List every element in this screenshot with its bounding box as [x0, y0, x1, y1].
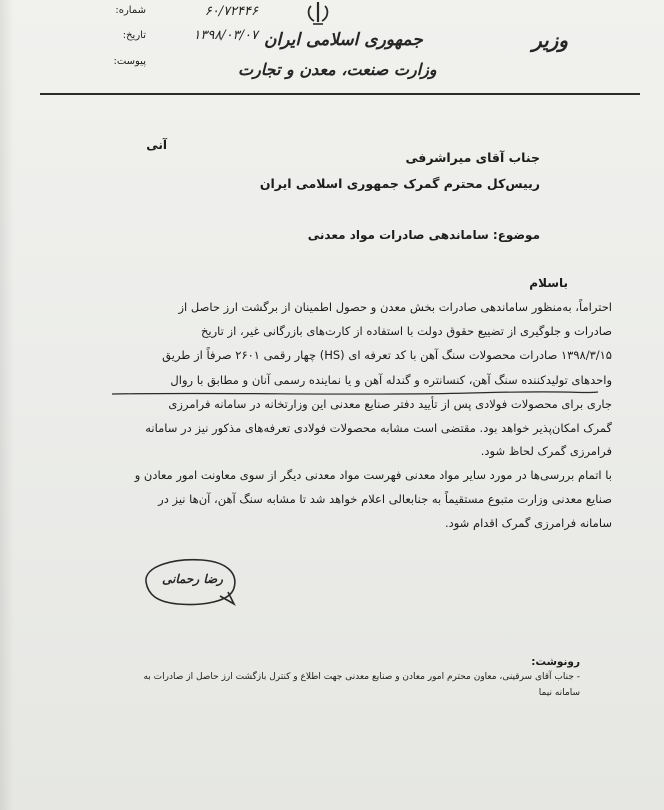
cc-line: - جناب آقای سرقینی، معاون محترم امور معادن و صنایع معدنی جهت اطلاع و کنترل بازگشت ارز حاصل از صادرات به	[143, 672, 580, 682]
republic-title: جمهوری اسلامی ایران	[264, 30, 423, 50]
ministry-title: وزارت صنعت، معدن و تجارت	[238, 60, 437, 79]
body-line: با اتمام بررسی‌ها در مورد سایر مواد معدنی فهرست مواد معدنی دیگر از سوی معاونت امور معادن و	[134, 468, 612, 482]
body-line: صنایع معدنی وزارت متبوع مستقیماً به جنابعالی اعلام خواهد شد تا مشابه سنگ آهن، آن‌ها نیز در	[158, 492, 612, 506]
letter-number-value: ۶۰/۷۲۴۴۶	[204, 4, 258, 19]
cc-line: سامانه نیما	[538, 688, 580, 698]
subject-line: موضوع: ساماندهی صادرات مواد معدنی	[307, 228, 540, 242]
body-line: سامانه فرامرزی گمرک اقدام شود.	[444, 516, 612, 530]
greeting: باسلام	[529, 276, 568, 290]
letter-date-label: تاریخ:	[122, 30, 146, 41]
emblem-icon	[303, 0, 333, 26]
recipient-name: جناب آقای میراشرفی	[405, 150, 540, 165]
cc-label: رونوشت:	[531, 656, 580, 668]
signatory-name: رضا رحمانی	[162, 572, 223, 586]
letter-date-value: ۱۳۹۸/۰۳/۰۷	[193, 28, 258, 43]
letter-number	[205, 4, 258, 19]
minister-title: وزیر	[532, 28, 568, 52]
body-line: فرامرزی گمرک لحاظ شود.	[480, 444, 612, 458]
page-shadow	[0, 0, 14, 810]
body-line: ۱۳۹۸/۳/۱۵ صادرات محصولات سنگ آهن با کد تعرفه ای (HS) چهار رقمی ۲۶۰۱ صرفاً از طریق	[162, 348, 612, 362]
body-line: احتراماً، به‌منظور ساماندهی صادرات بخش معدن و حصول اطمینان از برگشت ارز حاصل از	[178, 300, 612, 314]
letter-number-label: شماره:	[115, 5, 146, 16]
urgency-mark: آنی	[146, 138, 167, 152]
body-line: واحدهای تولیدکننده سنگ آهن، کنسانتره و گندله آهن و یا نماینده رسمی آنان و مطابق با روال	[170, 373, 612, 387]
body-line: گمرک امکان‌پذیر خواهد بود. مقتضی است مشابه محصولات فولادی تعرفه‌های مذکور نیز در سامانه	[145, 421, 612, 435]
body-line: صادرات و جلوگیری از تضییع حقوق دولت با استفاده از کارت‌های بازرگانی غیر، از تاریخ	[201, 324, 612, 338]
handwritten-underline	[110, 389, 600, 397]
letter-date	[193, 28, 258, 43]
recipient-title: رییس‌کل محترم گمرک جمهوری اسلامی ایران	[259, 176, 540, 191]
attachment-label: پیوست:	[113, 56, 146, 67]
header-divider	[40, 93, 640, 95]
body-line: جاری برای محصولات فولادی پس از تأیید دفتر صنایع معدنی این وزارتخانه در سامانه فرامرزی	[168, 397, 612, 411]
